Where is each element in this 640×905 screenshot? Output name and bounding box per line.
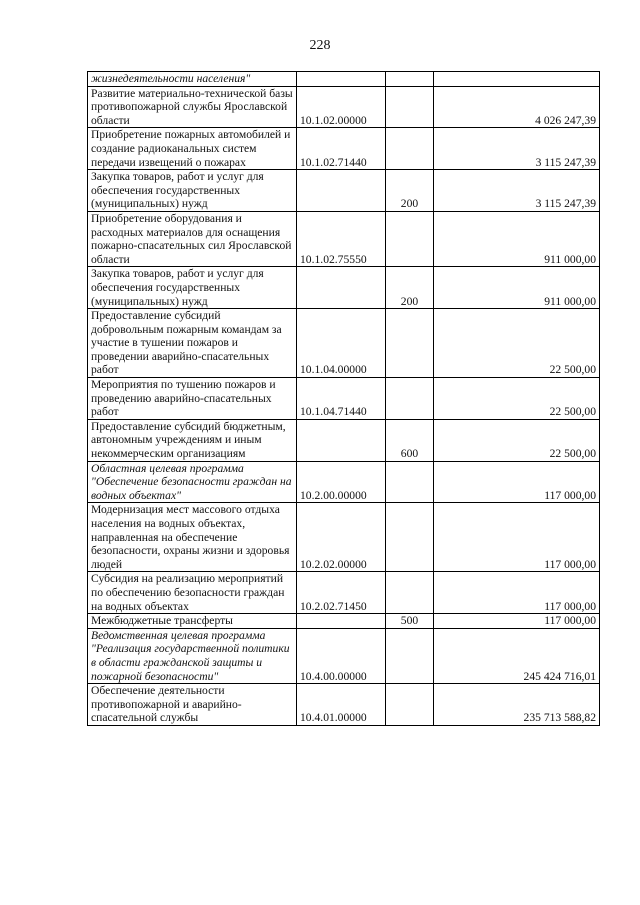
row-name-cell: Предоставление субсидий бюджетным, автономным учреждениям и иным некоммерческим организациям [88, 419, 297, 461]
table-row [88, 378, 600, 420]
table-row [88, 461, 600, 503]
row-name-cell: Мероприятия по тушению пожаров и проведению аварийно-спасательных работ [88, 378, 297, 420]
row-name-cell: Закупка товаров, работ и услуг для обеспечения государственных (муниципальных) нужд [88, 267, 297, 309]
row-type-cell [386, 128, 434, 170]
row-name-cell: Межбюджетные трансферты [88, 614, 297, 629]
row-type-cell [386, 211, 434, 266]
row-name-cell: Ведомственная целевая программа "Реализация государственной политики в области гражданской защиты и пожарной безопасности" [88, 628, 297, 683]
row-code-cell: 10.1.04.00000 [297, 309, 386, 378]
row-type-cell [386, 684, 434, 726]
row-code-cell: 10.2.00.00000 [297, 461, 386, 503]
row-type-cell [386, 572, 434, 614]
row-code-cell: 10.2.02.00000 [297, 503, 386, 572]
budget-table [87, 71, 600, 726]
row-type-cell [386, 503, 434, 572]
row-sum-cell: 4 026 247,39 [434, 86, 600, 128]
table-row [88, 72, 600, 87]
row-sum-cell: 911 000,00 [434, 211, 600, 266]
row-name-cell: Субсидия на реализацию мероприятий по обеспечению безопасности граждан на водных объектах [88, 572, 297, 614]
table-row [88, 628, 600, 683]
row-sum-cell: 245 424 716,01 [434, 628, 600, 683]
table-row [88, 267, 600, 309]
row-code-cell [297, 72, 386, 87]
row-sum-cell: 117 000,00 [434, 614, 600, 629]
row-sum-cell: 3 115 247,39 [434, 128, 600, 170]
row-code-cell: 10.1.04.71440 [297, 378, 386, 420]
row-sum-cell: 911 000,00 [434, 267, 600, 309]
row-sum-cell: 117 000,00 [434, 503, 600, 572]
row-code-cell: 10.4.01.00000 [297, 684, 386, 726]
row-sum-cell [434, 72, 600, 87]
table-row [88, 309, 600, 378]
row-name-cell: Приобретение пожарных автомобилей и создание радиоканальных систем передачи извещений о пожарах [88, 128, 297, 170]
row-sum-cell: 22 500,00 [434, 309, 600, 378]
row-sum-cell: 22 500,00 [434, 419, 600, 461]
row-type-cell: 200 [386, 267, 434, 309]
row-name-cell: Областная целевая программа "Обеспечение безопасности граждан на водных объектах" [88, 461, 297, 503]
row-type-cell: 200 [386, 170, 434, 212]
row-type-cell [386, 72, 434, 87]
row-sum-cell: 117 000,00 [434, 572, 600, 614]
row-code-cell: 10.1.02.71440 [297, 128, 386, 170]
row-name-cell: Приобретение оборудования и расходных материалов для оснащения пожарно-спасательных сил Ярославской области [88, 211, 297, 266]
row-code-cell: 10.2.02.71450 [297, 572, 386, 614]
row-sum-cell: 22 500,00 [434, 378, 600, 420]
row-name-cell: жизнедеятельности населения" [88, 72, 297, 87]
row-name-cell: Предоставление субсидий добровольным пожарным командам за участие в тушении пожаров и проведении аварийно-спасательных работ [88, 309, 297, 378]
table-row [88, 128, 600, 170]
table-row [88, 86, 600, 128]
row-name-cell: Обеспечение деятельности противопожарной и аварийно-спасательной службы [88, 684, 297, 726]
row-type-cell [386, 378, 434, 420]
row-code-cell [297, 614, 386, 629]
row-name-cell: Закупка товаров, работ и услуг для обеспечения государственных (муниципальных) нужд [88, 170, 297, 212]
row-code-cell [297, 267, 386, 309]
row-name-cell: Развитие материально-технической базы противопожарной службы Ярославской области [88, 86, 297, 128]
row-code-cell [297, 419, 386, 461]
row-type-cell: 600 [386, 419, 434, 461]
row-type-cell [386, 309, 434, 378]
row-code-cell [297, 170, 386, 212]
row-sum-cell: 117 000,00 [434, 461, 600, 503]
table-row [88, 572, 600, 614]
table-row [88, 211, 600, 266]
row-type-cell: 500 [386, 614, 434, 629]
page-number: 228 [309, 38, 331, 53]
table-row [88, 684, 600, 726]
table-row [88, 503, 600, 572]
table-row [88, 614, 600, 629]
row-type-cell [386, 628, 434, 683]
row-type-cell [386, 86, 434, 128]
row-code-cell: 10.1.02.00000 [297, 86, 386, 128]
row-name-cell: Модернизация мест массового отдыха населения на водных объектах, направленная на обеспечение безопасности, охраны жизни и здоровья людей [88, 503, 297, 572]
table-row [88, 170, 600, 212]
budget-table-body [88, 72, 600, 726]
row-sum-cell: 235 713 588,82 [434, 684, 600, 726]
row-type-cell [386, 461, 434, 503]
row-sum-cell: 3 115 247,39 [434, 170, 600, 212]
table-row [88, 419, 600, 461]
row-code-cell: 10.4.00.00000 [297, 628, 386, 683]
row-code-cell: 10.1.02.75550 [297, 211, 386, 266]
